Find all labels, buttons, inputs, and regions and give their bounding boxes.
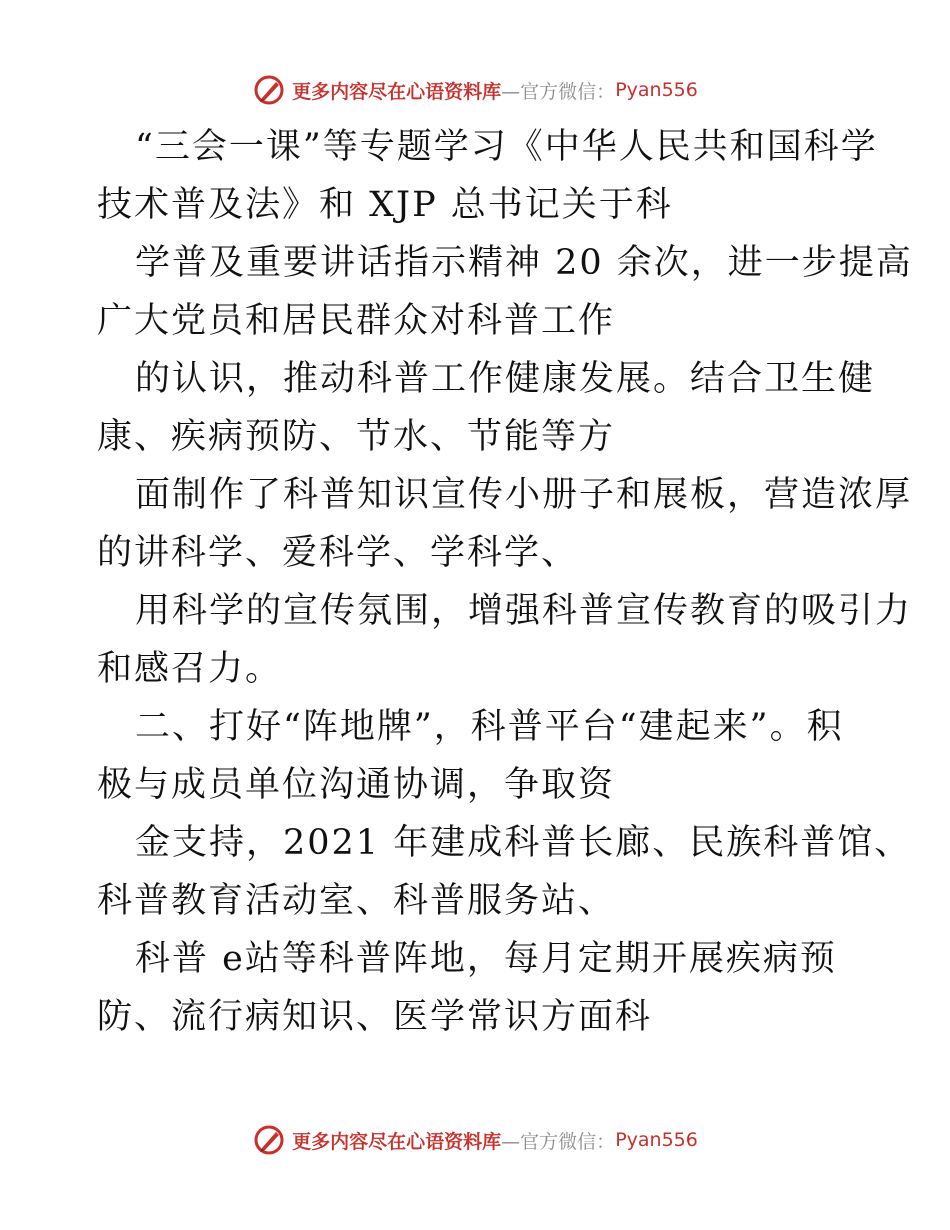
text-line: 技术普及法》和 XJP 总书记关于科 xyxy=(97,185,673,225)
text-line: 和感召力。 xyxy=(97,649,283,689)
text-line: 二、打好“阵地牌”，科普平台“建起来”。积 xyxy=(135,707,844,747)
watermark-header xyxy=(0,70,950,110)
watermark-site-text: 更多内容尽在心语资料库 xyxy=(292,1130,502,1153)
text-line: 广大党员和居民群众对科普工作 xyxy=(97,301,616,341)
text-line: “三会一课”等专题学习《中华人民共和国科学 xyxy=(135,127,878,167)
text-line: 的认识，推动科普工作健康发展。结合卫生健 xyxy=(135,359,876,399)
text-line: 科普教育活动室、科普服务站、 xyxy=(97,881,616,921)
text-line: 学普及重要讲话指示精神 20 余次，进一步提高 xyxy=(135,243,913,283)
document-body xyxy=(97,118,913,1046)
text-line: 的讲科学、爱科学、学科学、 xyxy=(97,533,579,573)
pen-circle-logo-icon xyxy=(252,1123,286,1157)
watermark-wechat-label: —官方微信： xyxy=(501,1130,616,1153)
watermark-wechat-id: Pyan556 xyxy=(615,79,698,101)
text-line: 防、流行病知识、医学常识方面科 xyxy=(97,997,653,1037)
text-line: 用科学的宣传氛围，增强科普宣传教育的吸引力 xyxy=(135,591,913,631)
text-line: 极与成员单位沟通协调，争取资 xyxy=(97,765,616,805)
text-line: 科普 e站等科普阵地，每月定期开展疾病预 xyxy=(135,939,837,979)
watermark-wechat-label: —官方微信： xyxy=(501,80,616,103)
watermark-wechat-id: Pyan556 xyxy=(615,1129,698,1151)
text-line: 面制作了科普知识宣传小册子和展板，营造浓厚 xyxy=(135,475,913,515)
pen-circle-logo-icon xyxy=(252,73,286,107)
text-line: 金支持，2021 年建成科普长廊、民族科普馆、 xyxy=(135,823,912,863)
text-line: 康、疾病预防、节水、节能等方 xyxy=(97,417,616,457)
watermark-site-text: 更多内容尽在心语资料库 xyxy=(292,80,502,103)
watermark-footer xyxy=(0,1120,950,1160)
